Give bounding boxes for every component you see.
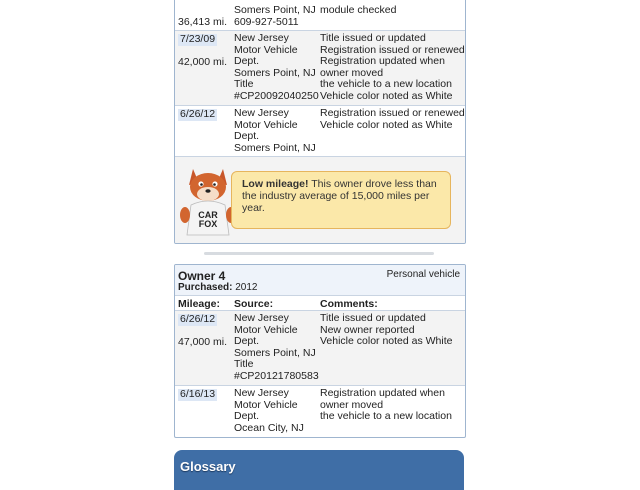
source-cell: Somers Point, NJ 609-927-5011 — [234, 4, 316, 28]
mileage-cell: 47,000 mi. — [178, 336, 228, 348]
history-row — [175, 310, 465, 385]
mileage-header: Mileage: — [178, 298, 221, 310]
comments-cell: Registration updated when owner moved the vehicle to a new location — [320, 387, 452, 423]
low-mileage-callout — [231, 171, 451, 229]
date-cell: 6/16/13 — [180, 388, 216, 400]
history-row — [175, 0, 465, 30]
comments-cell: module checked — [320, 4, 397, 16]
date-cell: 7/23/09 — [180, 33, 216, 45]
date-cell: 6/26/12 — [180, 313, 216, 325]
history-row — [175, 385, 465, 436]
comments-cell: Title issued or updated Registration issued or renewed Registration updated when owner moved the vehicle to a new location Vehicle color noted as White — [320, 32, 465, 102]
history-row — [175, 30, 465, 105]
source-cell: New Jersey Motor Vehicle Dept. Somers Point, NJ Title #CP20121780583 — [234, 312, 319, 382]
date-cell: 6/26/12 — [180, 108, 216, 120]
table-header — [175, 295, 465, 310]
low-mileage-text: This owner drove less than the industry average of 15,000 miles per year. — [242, 178, 437, 214]
history-row — [175, 105, 465, 156]
purchased-info: Purchased: 2012 — [178, 282, 258, 293]
owner-4-panel — [174, 264, 466, 438]
owner-title: Owner 4 — [178, 269, 226, 283]
mascot-shirt-text: CAR — [198, 210, 218, 220]
mascot-shirt-text: FOX — [198, 219, 218, 229]
glossary-title: Glossary — [180, 459, 236, 474]
source-cell: New Jersey Motor Vehicle Dept. Somers Point, NJ Title #CP20092040250 — [234, 32, 319, 102]
source-cell: New Jersey Motor Vehicle Dept. Ocean City, NJ — [234, 387, 304, 434]
source-cell: New Jersey Motor Vehicle Dept. Somers Point, NJ — [234, 107, 316, 154]
owner-3-panel — [174, 0, 466, 244]
mileage-cell: 36,413 mi. — [178, 16, 228, 28]
comments-cell: Title issued or updated New owner reported Vehicle color noted as White — [320, 312, 453, 348]
comments-header: Comments: — [320, 298, 378, 310]
vehicle-use-type: Personal vehicle — [386, 269, 460, 280]
source-header: Source: — [234, 298, 274, 310]
low-mileage-row — [175, 156, 465, 244]
comments-cell: Registration issued or renewed Vehicle color noted as White — [320, 107, 465, 131]
owner-header — [175, 265, 465, 295]
mileage-cell: 42,000 mi. — [178, 56, 228, 68]
low-mileage-label: Low mileage! — [242, 178, 309, 190]
glossary-section-header[interactable] — [174, 450, 464, 490]
section-divider — [204, 252, 434, 255]
